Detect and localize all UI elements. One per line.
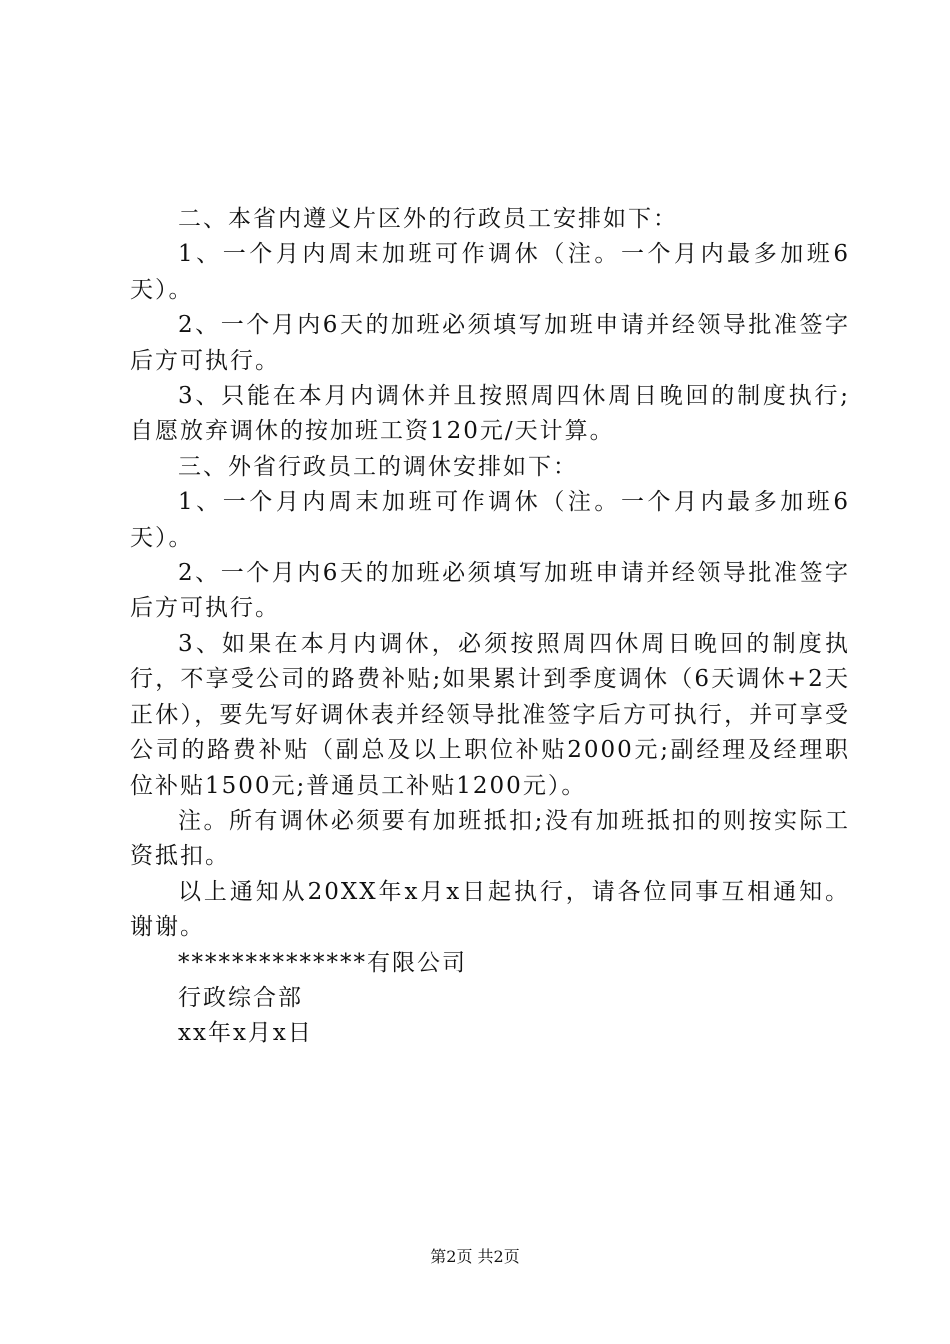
- signature-company: **************有限公司: [178, 949, 467, 976]
- section-three-item-1: 1、一个月内周末加班可作调休（注。一个月内最多加班6天）。: [130, 489, 850, 551]
- section-three-item-3: 3、如果在本月内调休，必须按照周四休周日晚回的制度执行，不享受公司的路费补贴;如果累计到季度调休（6天调休+2天正休），要先写好调休表并经领导批准签字后方可执行，并可享受公司的路费补贴（副总及以上职位补贴2000元;副经理及经理职位补贴1500元;普通员工补贴1200元）。: [130, 630, 850, 799]
- page-number-footer: 第2页 共2页: [430, 1247, 520, 1266]
- signature-date: xx年x月x日: [178, 1020, 313, 1047]
- effective-date-paragraph: 以上通知从20XX年x月x日起执行，请各位同事互相通知。谢谢。: [130, 878, 850, 941]
- document-body: [130, 202, 850, 1052]
- section-three-item-2: 2、一个月内6天的加班必须填写加班申请并经领导批准签字后方可执行。: [130, 560, 850, 622]
- section-two-heading: 二、本省内遵义片区外的行政员工安排如下：: [178, 206, 678, 232]
- note-paragraph: 注。所有调休必须要有加班抵扣;没有加班抵扣的则按实际工资抵扣。: [130, 807, 850, 870]
- section-two-item-2: 2、一个月内6天的加班必须填写加班申请并经领导批准签字后方可执行。: [130, 312, 850, 374]
- section-two-item-3: 3、只能在本月内调休并且按照周四休周日晚回的制度执行;自愿放弃调休的按加班工资120元/天计算。: [130, 383, 850, 445]
- signature-department: 行政综合部: [178, 984, 303, 1011]
- section-two-item-1: 1、一个月内周末加班可作调休（注。一个月内最多加班6天）。: [130, 241, 850, 303]
- section-three-heading: 三、外省行政员工的调休安排如下：: [178, 453, 578, 480]
